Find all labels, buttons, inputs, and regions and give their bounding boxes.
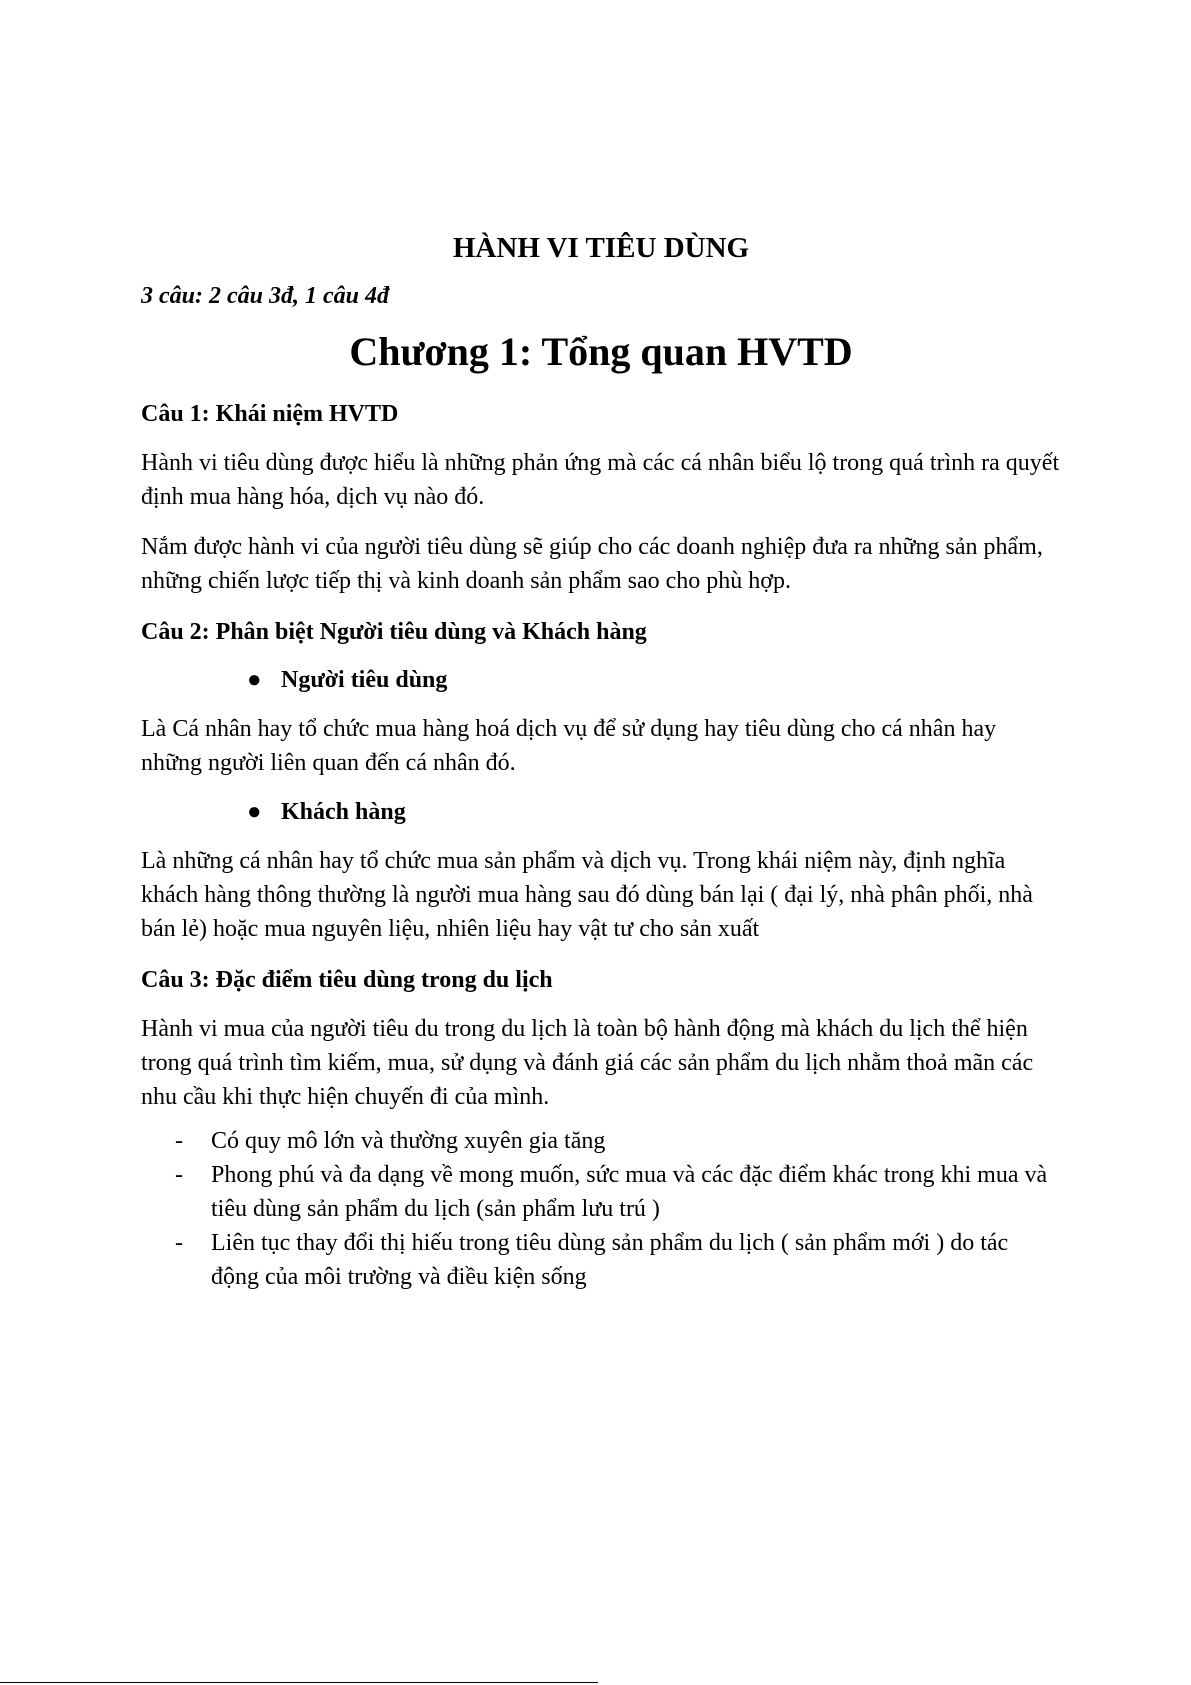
customer-bullet [141, 796, 1061, 828]
list-item [141, 1124, 1061, 1158]
question-3-heading: Câu 3: Đặc điểm tiêu dùng trong du lịch [141, 967, 553, 993]
question-3-intro: Hành vi mua của người tiêu du trong du lịch là toàn bộ hành động mà khách du lịch thể hiện trong quá trình tìm kiếm, mua, sử dụng và đánh giá các sản phẩm du lịch nhằm thoả mãn các nhu cầu khi thực hiện chuyến đi của mình. [141, 1016, 1034, 1110]
question-1-paragraph-1: Hành vi tiêu dùng được hiểu là những phản ứng mà các cá nhân biểu lộ trong quá trình ra quyết định mua hàng hóa, dịch vụ nào đó. [141, 450, 1060, 510]
dash-marker: - [175, 1162, 183, 1188]
tourism-characteristics-list [141, 1124, 1061, 1294]
bullet-dot-icon: ● [247, 799, 262, 825]
question-1-heading: Câu 1: Khái niệm HVTD [141, 401, 399, 427]
list-item [141, 1158, 1061, 1226]
question-1-paragraph-2: Nắm được hành vi của người tiêu dùng sẽ giúp cho các doanh nghiệp đưa ra những sản phẩm, những chiến lược tiếp thị và kinh doanh sản phẩm sao cho phù hợp. [141, 534, 1043, 594]
dash-marker: - [175, 1230, 183, 1256]
dash-marker: - [175, 1128, 183, 1154]
list-item-text: Có quy mô lớn và thường xuyên gia tăng [211, 1128, 606, 1154]
list-item-text: Liên tục thay đổi thị hiếu trong tiêu dùng sản phẩm du lịch ( sản phẩm mới ) do tác động của môi trường và điều kiện sống [211, 1230, 1009, 1290]
list-item [141, 1226, 1061, 1294]
consumer-bullet [141, 664, 1061, 696]
chapter-title: Chương 1: Tổng quan HVTD [349, 329, 853, 374]
footer-divider [0, 1682, 598, 1683]
consumer-definition: Là Cá nhân hay tổ chức mua hàng hoá dịch vụ để sử dụng hay tiêu dùng cho cá nhân hay những người liên quan đến cá nhân đó. [141, 716, 997, 776]
consumer-label: Người tiêu dùng [281, 667, 448, 693]
bullet-dot-icon: ● [247, 667, 262, 693]
customer-label: Khách hàng [281, 799, 406, 825]
question-2-heading: Câu 2: Phân biệt Người tiêu dùng và Khách hàng [141, 619, 647, 645]
list-item-text: Phong phú và đa dạng về mong muốn, sức mua và các đặc điểm khác trong khi mua và tiêu dùng sản phẩm du lịch (sản phẩm lưu trú ) [211, 1162, 1048, 1222]
document-title: HÀNH VI TIÊU DÙNG [452, 232, 750, 264]
exam-note: 3 câu: 2 câu 3đ, 1 câu 4đ [141, 283, 389, 309]
customer-definition: Là những cá nhân hay tổ chức mua sản phẩm và dịch vụ. Trong khái niệm này, định nghĩa khách hàng thông thường là người mua hàng sau đó dùng bán lại ( đại lý, nhà phân phối, nhà bán lẻ) hoặc mua nguyên liệu, nhiên liệu hay vật tư cho sản xuất [141, 848, 1033, 942]
document-page [141, 228, 1061, 1294]
